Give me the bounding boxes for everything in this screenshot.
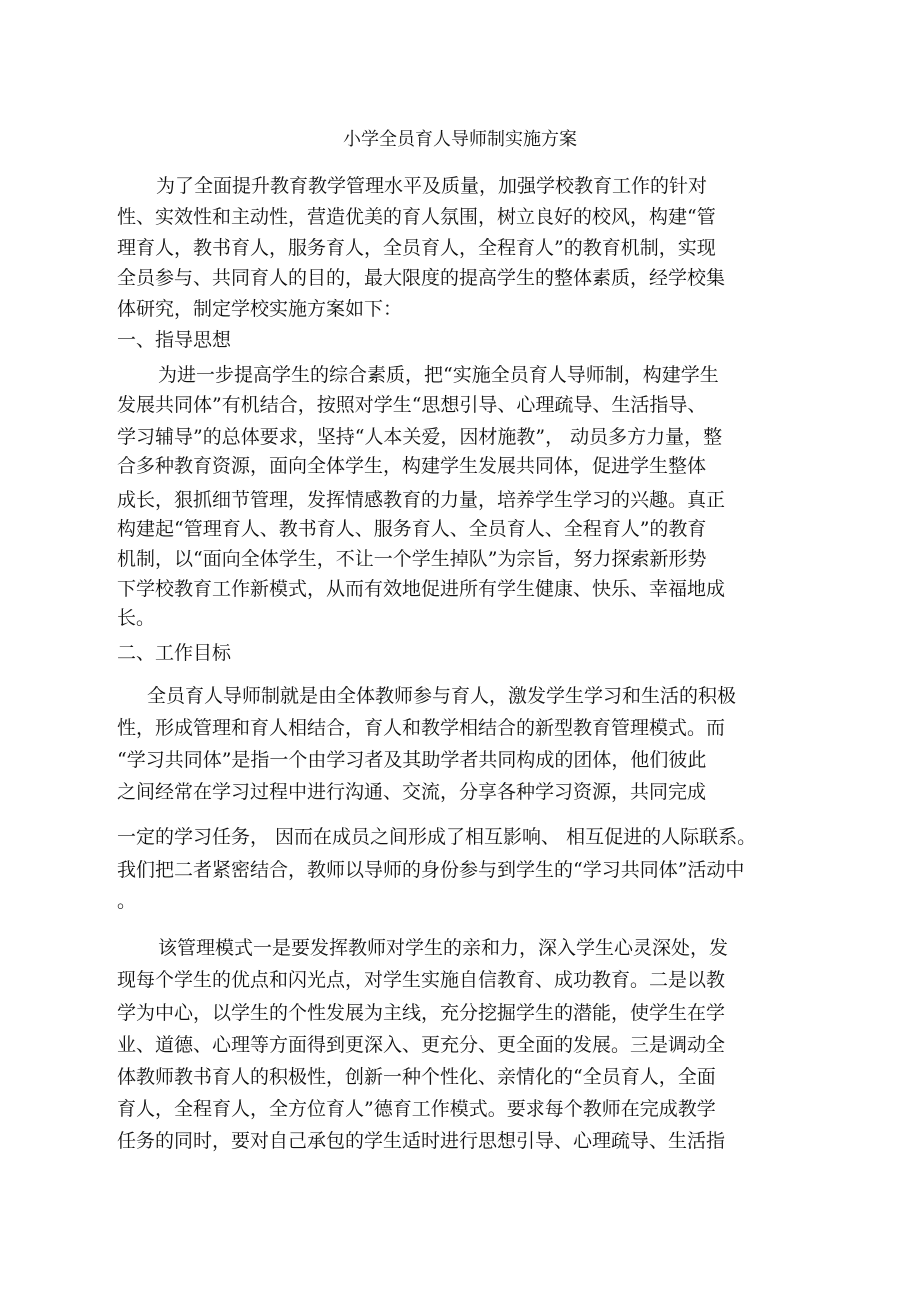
section-heading: 一、指导思想	[117, 329, 232, 351]
text-line: 之间经常在学习过程中进行沟通、交流，分享各种学习资源，共同完成	[117, 781, 707, 803]
text-line: 一定的学习任务， 因而在成员之间形成了相互影响、 相互促进的人际联系。	[117, 826, 757, 848]
text-line: 现每个学生的优点和闪光点，对学生实施自信教育、成功教育。二是以教	[117, 969, 726, 991]
text-line: 构建起“管理育人、教书育人、服务育人、全员育人、全程育人”的教育	[117, 518, 707, 540]
text-line: 为了全面提升教育教学管理水平及质量，加强学校教育工作的针对	[156, 175, 708, 197]
text-line: 合多种教育资源，面向全体学生，构建学生发展共同体，促进学生整体	[117, 455, 707, 477]
text-line: 。	[117, 890, 137, 912]
text-line: 学习辅导”的总体要求，坚持“人本关爱，因材施教”， 动员多方力量，整	[117, 426, 723, 448]
text-line: 体研究，制定学校实施方案如下：	[117, 298, 403, 320]
text-line: 下学校教育工作新模式，从而有效地促进所有学生健康、快乐、幸福地成	[117, 578, 726, 600]
text-line: 发展共同体”有机结合，按照对学生“思想引导、心理疏导、生活指导、	[117, 394, 707, 416]
text-line: 体教师教书育人的积极性，创新一种个性化、亲情化的“全员育人，全面	[117, 1066, 716, 1088]
text-line: 全员参与、共同育人的目的，最大限度的提高学生的整体素质，经学校集	[117, 267, 726, 289]
text-line: 全员育人导师制就是由全体教师参与育人，激发学生学习和生活的积极	[147, 685, 737, 707]
text-line: 机制，以“面向全体学生，不让一个学生掉队”为宗旨，努力探索新形势	[117, 548, 707, 570]
document-title: 小学全员育人导师制实施方案	[343, 129, 577, 150]
text-line: 任务的同时，要对自己承包的学生适时进行思想引导、心理疏导、生活指	[117, 1130, 726, 1152]
text-line: 我们把二者紧密结合，教师以导师的身份参与到学生的“学习共同体”活动中	[117, 859, 745, 881]
text-line: 理育人，教书育人，服务育人，全员育人，全程育人”的教育机制，实现	[117, 237, 716, 259]
text-line: 该管理模式一是要发挥教师对学生的亲和力，深入学生心灵深处，发	[158, 937, 729, 959]
section-heading: 二、工作目标	[117, 642, 232, 664]
text-line: 学为中心，以学生的个性发展为主线，充分挖掘学生的潜能，使学生在学	[117, 1002, 726, 1024]
text-line: 育人，全程育人，全方位育人”德育工作模式。要求每个教师在完成教学	[117, 1098, 716, 1120]
text-line: 为进一步提高学生的综合素质，把“实施全员育人导师制，构建学生	[158, 364, 719, 386]
text-line: 长。	[117, 607, 156, 629]
text-line: 成长，狠抓细节管理，发挥情感教育的力量，培养学生学习的兴趣。真正	[117, 489, 726, 511]
text-line: “学习共同体”是指一个由学习者及其助学者共同构成的团体，他们彼此	[117, 749, 707, 771]
text-line: 业、道德、心理等方面得到更深入、更充分、更全面的发展。三是调动全	[117, 1034, 726, 1056]
text-line: 性、实效性和主动性，营造优美的育人氛围，树立良好的校风，构建“管	[117, 206, 716, 228]
text-line: 性，形成管理和育人相结合，育人和教学相结合的新型教育管理模式。而	[117, 717, 726, 739]
